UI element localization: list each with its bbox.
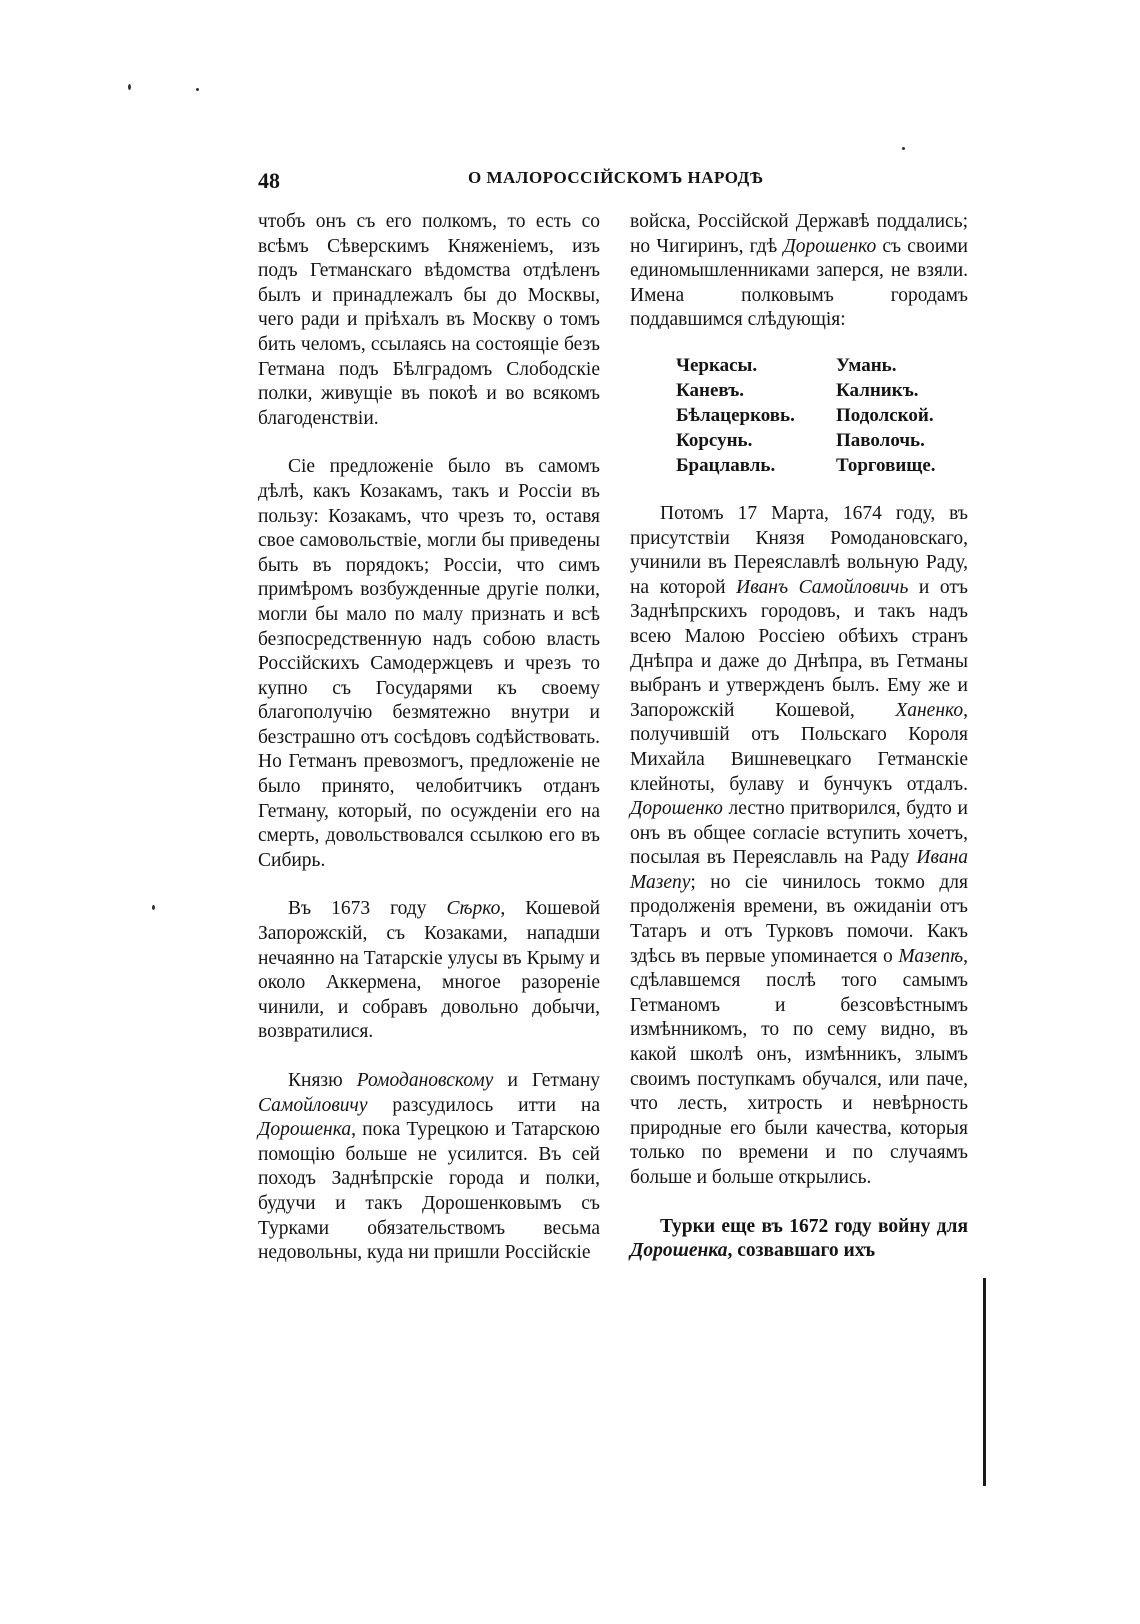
scan-speck xyxy=(196,88,199,91)
town-item: Черкасы. xyxy=(676,354,758,376)
town-item: Бѣлацерковь. xyxy=(676,404,795,426)
town-item: Калникъ. xyxy=(836,379,919,401)
town-item: Подолской. xyxy=(836,404,934,426)
town-item: Брацлавль. xyxy=(676,454,776,476)
person-name: Самойловичу xyxy=(258,1094,368,1116)
town-item: Паволочь. xyxy=(836,429,925,451)
person-name: Дорошенка xyxy=(258,1119,352,1141)
towns-list xyxy=(676,353,968,478)
person-name: Ханенко xyxy=(895,699,964,721)
left-paragraph-1: чтобъ онъ съ его полкомъ, то есть со всѣмъ Сѣверскимъ Княженіемъ, изъ подъ Гетманскаго вѣдомства отдѣленъ былъ и принадлежалъ бы до Москвы, чего ради и пріѣхалъ въ Москву о томъ бить челомъ, ссылаясь на состоящіе безъ Гетмана подъ Бѣлградомъ Слободскіе полки, живущіе въ покоѣ и во всякомъ благоденствіи. xyxy=(258,211,600,429)
right-paragraph-3: Турки еще въ 1672 году войну для Дорошенка, созвавшаго ихъ xyxy=(630,1215,968,1262)
left-column xyxy=(258,210,600,1266)
scan-speck xyxy=(902,147,905,150)
page-header xyxy=(258,168,968,198)
scan-speck xyxy=(128,84,131,90)
right-paragraph-2: Потомъ 17 Марта, 1674 году, въ присутствіи Князя Ромодановскаго, учинили въ Переяславлѣ вольную Раду, на которой Иванъ Самойловичь и отъ Заднѣпрскихъ городовъ, и такъ надъ всею Малою Россіею обѣихъ странъ Днѣпра и даже до Днѣпра, въ Гетманы выбранъ и утвержденъ былъ. Ему же и Запорожскій Кошевой, Ханенко, получившій отъ Польскаго Короля Михайла Вишневецкаго Гетманскіе клейноты, булаву и бунчукъ отдалъ. Дорошенко лестно притворился, будто и онъ въ общее согласіе вступить хочетъ, посылая въ Переяславль на Раду Ивана Мазепу; но сіе чинилось токмо для продолженія времени, въ ожиданіи отъ Татаръ и отъ Турковъ помочи. Какъ здѣсь въ первые упоминается о Мазепѣ, сдѣлавшемся послѣ того самымъ Гетманомъ и безсовѣстнымъ измѣнникомъ, то по сему видно, въ какой школѣ онъ, измѣнникъ, злымъ своимъ поступкамъ обучался, или паче, что лесть, хитрость и невѣрность природные его были качества, которыя только по времени и по случаямъ больше и больше открылись. xyxy=(630,502,968,1188)
margin-rule xyxy=(983,1278,986,1486)
person-name: Ивана Мазепу xyxy=(630,847,968,893)
page-number: 48 xyxy=(258,168,280,193)
scan-speck xyxy=(152,905,155,910)
person-name: Дорошенко xyxy=(783,235,877,257)
person-name: Иванъ Самойловичь xyxy=(736,576,909,598)
person-name: Мазепѣ xyxy=(898,945,964,967)
town-item: Торговище. xyxy=(836,454,936,476)
person-name: Дорошенка xyxy=(630,1240,728,1262)
town-item: Каневъ. xyxy=(676,379,745,401)
left-paragraph-3: Въ 1673 году Сѣрко, Кошевой Запорожскій, съ Козаками, нападши нечаянно на Татарскіе улусы въ Крыму и около Аккермена, многое разореніе чинили, и собравъ довольно добычи, возвратилися. xyxy=(258,898,601,1043)
left-paragraph-2: Сіе предложеніе было въ самомъ дѣлѣ, какъ Козакамъ, такъ и Россіи въ пользу: Козакамъ, что чрезъ то, оставя свое самовольствіе, могли бы приведены быть въ порядокъ; Россіи, что симъ примѣромъ возбужденные другіе полки, могли бы мало по малу признать и всѣ безпосредственную надъ собою власть Россійскихъ Самодержцевъ и чрезъ то купно съ Государями къ своему благополучію безмятежно внутри и безстрашно отъ сосѣдовъ содѣйствовать. Но Гетманъ превозмогъ, предложеніе не было принято, челобитчикъ отданъ Гетману, который, по осужденіи его на смерть, довольствовался ссылкою его въ Сибирь. xyxy=(258,456,600,871)
town-item: Умань. xyxy=(836,354,897,376)
left-paragraph-4: Князю Ромодановскому и Гетману Самойловичу разсудилось итти на Дорошенка, пока Турецкою и Татарскою помощію больше не усилится. Въ сей походъ Заднѣпрскіе города и полки, будучи и такъ Дорошенковымъ съ Турками обязательствомъ весьма недовольны, куда ни пришли Россійскіе xyxy=(258,1070,600,1264)
running-head: О МАЛОРОССІЙСКОМЪ НАРОДѢ xyxy=(468,168,764,187)
town-item: Корсунь. xyxy=(676,429,753,451)
person-name: Дорошенко xyxy=(630,798,723,820)
right-paragraph-1: войска, Россійской Державѣ поддались; но Чигиринъ, гдѣ Дорошенко съ своими единомышленниками заперся, не взяли. Имена полковымъ городамъ поддавшимся слѣдующія: xyxy=(630,211,968,331)
person-name: Сѣрко xyxy=(446,898,501,920)
person-name: Ромодановскому xyxy=(356,1070,494,1091)
right-column xyxy=(630,210,968,1264)
